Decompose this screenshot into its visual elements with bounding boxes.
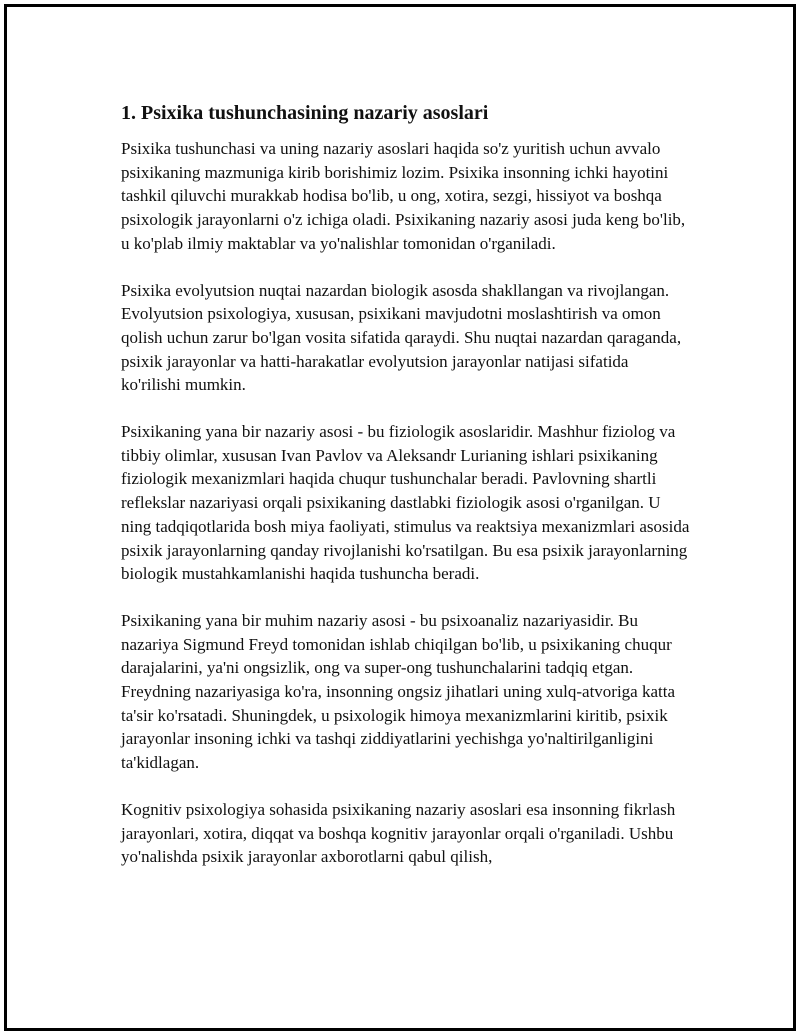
- document-body: [121, 99, 691, 892]
- paragraph-5: Kognitiv psixologiya sohasida psixikaning nazariy asoslari esa insonning fikrlash jarayonlari, xotira, diqqat va boshqa kognitiv jarayonlar orqali o'rganiladi. Ushbu yo'nalishda psixik jarayonlar axborotlarni qabul qilish,: [121, 799, 676, 867]
- document-page: [4, 4, 796, 1031]
- section-heading: 1. Psixika tushunchasining nazariy asoslari: [121, 102, 489, 124]
- paragraph-3: Psixikaning yana bir nazariy asosi - bu fiziologik asoslaridir. Mashhur fiziolog va tibbiy olimlar, xususan Ivan Pavlov va Aleksandr Lurianing ishlari psixikaning fiziologik mexanizmlari haqida chuqur tushunchalar beradi. Pavlovning shartli reflekslar nazariyasi orqali psixikaning dastlabki fiziologik asosi o'rganilgan. U ning tadqiqotlarida bosh miya faoliyati, stimulus va reaktsiya mexanizmlari asosida psixik jarayonlarning qanday rivojlanishi ko'rsatilgan. Bu esa psixik jarayonlarning biologik mustahkamlanishi haqida tushuncha beradi.: [121, 422, 690, 584]
- paragraph-4: Psixikaning yana bir muhim nazariy asosi - bu psixoanaliz nazariyasidir. Bu nazariya Sigmund Freyd tomonidan ishlab chiqilgan bo'lib, u psixikaning chuqur darajalarini, ya'ni ongsizlik, ong va super-ong tushunchalarini tadqiq etgan. Freydning nazariyasiga ko'ra, insonning ongsiz jihatlari uning xulq-atvoriga katta ta'sir ko'rsatadi. Shuningdek, u psixologik himoya mexanizmlarini kiritib, psixik jarayonlar insoning ichki va tashqi ziddiyatlarini yechishga yo'naltirilganligini ta'kidlagan.: [121, 610, 676, 773]
- paragraph-2: Psixika evolyutsion nuqtai nazardan biologik asosda shakllangan va rivojlangan. Evolyutsion psixologiya, xususan, psixikani mavjudotni moslashtirish va omon qolish uchun zarur bo'lgan vosita sifatida qaraydi. Shu nuqtai nazardan qaraganda, psixik jarayonlar va hatti-harakatlar evolyutsion jarayonlar natijasi sifatida ko'rilishi mumkin.: [121, 280, 682, 395]
- paragraph-1: Psixika tushunchasi va uning nazariy asoslari haqida so'z yuritish uchun avvalo psixikaning mazmuniga kirib borishimiz lozim. Psixika insonning ichki hayotini tashkil qiluvchi murakkab hodisa bo'lib, u ong, xotira, sezgi, hissiyot va boshqa psixologik jarayonlarni o'z ichiga oladi. Psixikaning nazariy asosi juda keng bo'lib, u ko'plab ilmiy maktablar va yo'nalishlar tomonidan o'rganiladi.: [121, 139, 686, 253]
